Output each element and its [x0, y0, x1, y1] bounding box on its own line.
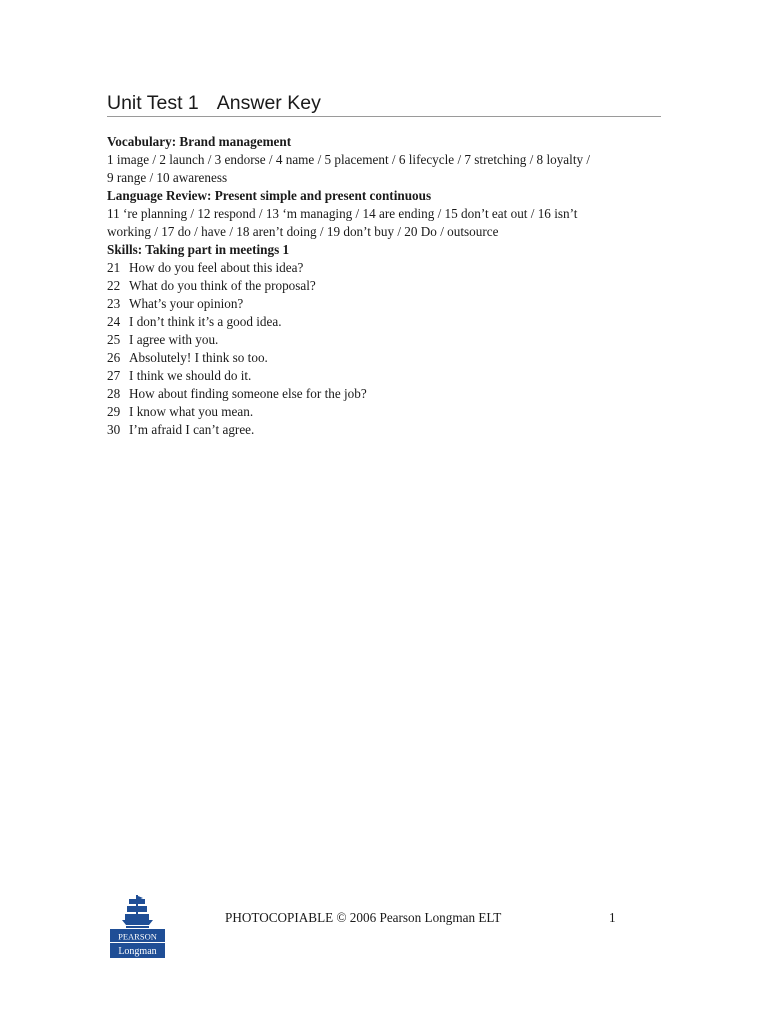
item-number: 21 — [107, 260, 121, 275]
language-answers-line-1: 11 ‘re planning / 12 respond / 13 ‘m managing / 14 are ending / 15 don’t eat out / 16 isn’t — [107, 206, 578, 221]
list-item — [107, 349, 667, 367]
page-title — [107, 91, 661, 117]
item-number: 27 — [107, 368, 121, 383]
item-text: I think we should do it. — [129, 368, 252, 383]
item-number: 23 — [107, 296, 121, 311]
item-text: I don’t think it’s a good idea. — [129, 314, 282, 329]
item-number: 30 — [107, 422, 121, 437]
list-item — [107, 313, 667, 331]
unit-label: Unit Test 1 — [107, 92, 199, 114]
item-number: 28 — [107, 386, 121, 401]
item-text: How about finding someone else for the job? — [129, 386, 367, 401]
answer-content — [107, 133, 667, 439]
copyright-notice: PHOTOCOPIABLE © 2006 Pearson Longman ELT — [225, 910, 502, 925]
item-number: 29 — [107, 404, 121, 419]
logo-text-pearson: PEARSON — [118, 931, 157, 942]
item-number: 24 — [107, 314, 121, 329]
item-number: 22 — [107, 278, 121, 293]
list-item — [107, 367, 667, 385]
vocabulary-answers-line-2: 9 range / 10 awareness — [107, 170, 228, 185]
item-number: 25 — [107, 332, 121, 347]
item-text: What’s your opinion? — [129, 296, 244, 311]
item-text: Absolutely! I think so too. — [129, 350, 268, 365]
list-item — [107, 385, 667, 403]
pearson-longman-logo — [110, 895, 165, 958]
list-item — [107, 331, 667, 349]
list-item — [107, 277, 667, 295]
item-text: What do you think of the proposal? — [129, 278, 316, 293]
answer-key-label: Answer Key — [216, 92, 321, 114]
language-review-heading: Language Review: Present simple and present continuous — [107, 188, 432, 203]
list-item — [107, 295, 667, 313]
list-item — [107, 259, 667, 277]
item-text: I know what you mean. — [129, 404, 254, 419]
ship-icon — [122, 895, 153, 928]
item-text: How do you feel about this idea? — [129, 260, 304, 275]
vocabulary-heading: Vocabulary: Brand management — [107, 134, 292, 149]
vocabulary-answers-line-1: 1 image / 2 launch / 3 endorse / 4 name / 5 placement / 6 lifecycle / 7 stretching / 8 loyalty / — [107, 152, 591, 167]
logo-divider — [110, 942, 165, 943]
item-text: I agree with you. — [129, 332, 219, 347]
language-answers-line-2: working / 17 do / have / 18 aren’t doing / 19 don’t buy / 20 Do / outsource — [107, 224, 499, 239]
item-text: I’m afraid I can’t agree. — [129, 422, 255, 437]
list-item — [107, 403, 667, 421]
logo-text-longman: Longman — [118, 946, 157, 957]
page-number: 1 — [609, 910, 616, 925]
list-item — [107, 421, 667, 439]
item-number: 26 — [107, 350, 121, 365]
skills-heading: Skills: Taking part in meetings 1 — [107, 242, 290, 257]
skills-list — [107, 259, 667, 439]
